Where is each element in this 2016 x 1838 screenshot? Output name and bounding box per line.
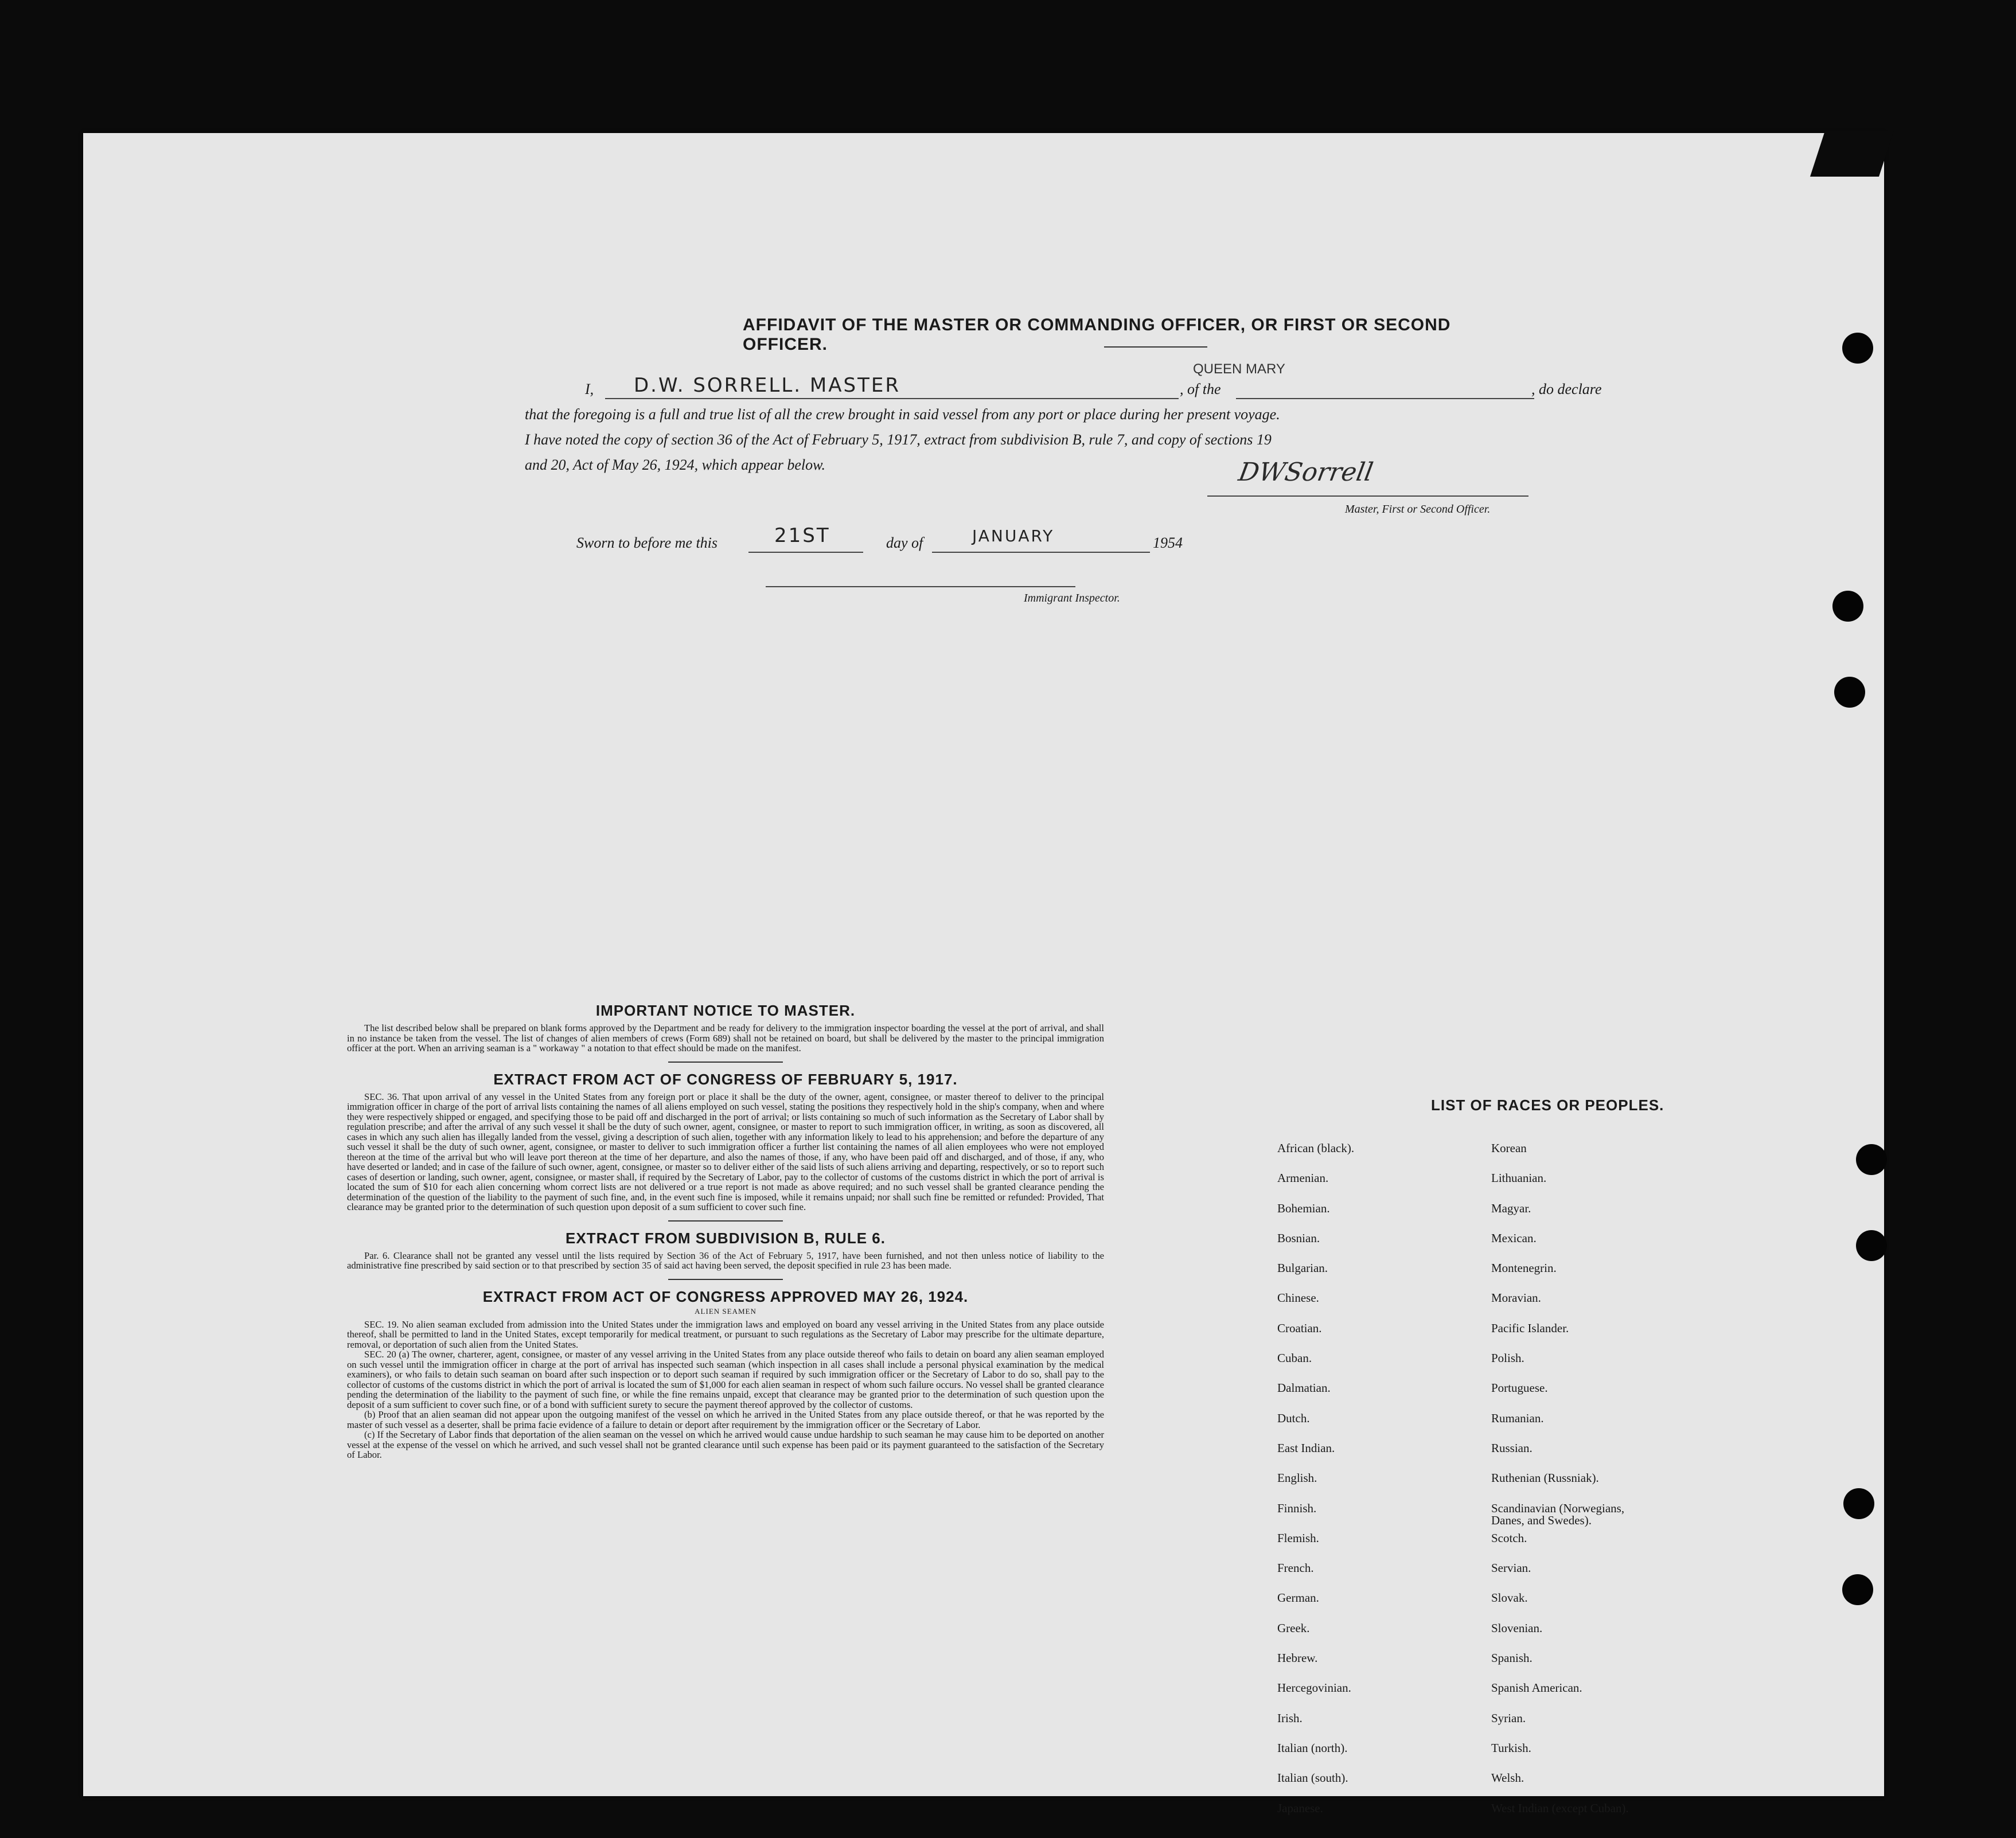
race-item: Pacific Islander. <box>1491 1321 1569 1335</box>
sworn-day: 21ST <box>774 524 830 547</box>
race-item: Armenian. <box>1277 1171 1329 1185</box>
race-item: Bosnian. <box>1277 1231 1320 1245</box>
race-item: Rumanian. <box>1491 1411 1544 1425</box>
sworn-year: 1954 <box>1153 534 1183 551</box>
officer-name-handwritten: D.W. SORRELL. MASTER <box>634 374 900 397</box>
race-item: Irish. <box>1277 1711 1303 1725</box>
race-item: German. <box>1277 1591 1319 1605</box>
signature-line <box>1207 495 1528 497</box>
punch-hole <box>1856 1144 1887 1175</box>
race-item: Welsh. <box>1491 1771 1524 1785</box>
punch-hole <box>1843 1488 1874 1519</box>
sworn-month: JANUARY <box>972 526 1055 545</box>
vessel-name: QUEEN MARY <box>1193 361 1285 377</box>
month-blank <box>932 552 1150 553</box>
race-item: Ruthenian (Russniak). <box>1491 1471 1599 1485</box>
race-item: Spanish American. <box>1491 1681 1582 1695</box>
race-item: Scotch. <box>1491 1531 1527 1545</box>
affidavit-line-3: I have noted the copy of section 36 of the Act of February 5, 1917, extract from subdivision B, rule 7, and copy of sections 19 <box>525 431 1272 448</box>
race-item: English. <box>1277 1471 1317 1485</box>
name-blank <box>605 398 1179 399</box>
punch-hole <box>1856 1230 1887 1261</box>
punch-hole <box>1832 591 1863 622</box>
race-item: Bohemian. <box>1277 1201 1330 1215</box>
race-item: Chinese. <box>1277 1291 1319 1305</box>
sworn-prefix: Sworn to before me this <box>576 534 718 551</box>
race-item: Cuban. <box>1277 1351 1312 1365</box>
day-of-text: day of <box>886 534 923 551</box>
vessel-blank <box>1236 398 1534 399</box>
notice-title: IMPORTANT NOTICE TO MASTER. <box>595 1002 856 1019</box>
notice-text: The list described below shall be prepared on blank forms approved by the Department and be ready for delivery to the immigration inspector boarding the vessel at the port of arrival, and shall in no instance be taken from the vessel. The list of changes of alien members of crews (Form 689) shall not be retained on board, but shall be delivered by the master to the principal immigration officer at the port. When an arriving seaman is a " workaway " a notation to that effect should be made on the manifest. <box>347 1023 1104 1053</box>
race-item: Dalmatian. <box>1277 1381 1331 1395</box>
race-item: Finnish. <box>1277 1501 1317 1515</box>
section-divider <box>668 1220 783 1222</box>
inspector-signature-line <box>766 586 1075 587</box>
section-divider <box>668 1062 783 1063</box>
race-item: Dutch. <box>1277 1411 1310 1425</box>
race-item: Lithuanian. <box>1491 1171 1547 1185</box>
extract-1917-title: EXTRACT FROM ACT OF CONGRESS OF FEBRUARY 5, 1917. <box>493 1070 958 1088</box>
race-item: African (black). <box>1277 1141 1355 1155</box>
race-item: Spanish. <box>1491 1651 1533 1665</box>
race-item: Turkish. <box>1491 1741 1531 1755</box>
sec-20c-paragraph: (c) If the Secretary of Labor finds that deportation of the alien seaman on the vessel on which he arrived would cause undue hardship to such seaman he may cause him to be deported on another vessel at the expense of the vessel on which he arrived, and such vessel shall not be granted clearance until such expense has been paid or its payment guaranteed to the satisfaction of the Secretary of Labor. <box>347 1429 1104 1460</box>
sec-19-paragraph: SEC. 19. No alien seaman excluded from admission into the United States under the immigration laws and employed on board any vessel arriving in the United States from any place outside thereof, shall be permitted to land in the United States, except temporarily for medical treatment, or pursuant to such regulations as the Secretary of Labor may prescribe for the ultimate departure, removal, or deportation of such alien from the United States. <box>347 1318 1104 1350</box>
race-item: Russian. <box>1491 1441 1533 1455</box>
race-item: East Indian. <box>1277 1441 1335 1455</box>
race-item: Bulgarian. <box>1277 1261 1328 1275</box>
race-item: Croatian. <box>1277 1321 1322 1335</box>
of-the-text: , of the <box>1180 381 1221 397</box>
race-item: Moravian. <box>1491 1291 1541 1305</box>
race-item: Mexican. <box>1491 1231 1537 1245</box>
sec-20b-paragraph: (b) Proof that an alien seaman did not appear upon the outgoing manifest of the vessel on which he arrived in the United States from any place outside thereof, or that he was reported by the master of such vessel as a deserter, shall be prima facie evidence of a failure to detain or deport after requirement by the immigration officer or the Secretary of Labor. <box>347 1409 1104 1430</box>
race-item: Korean <box>1491 1141 1527 1155</box>
notice-to-master <box>347 1002 1104 1460</box>
affidavit-line-2: that the foregoing is a full and true list of all the crew brought in said vessel from any port or place during her present voyage. <box>525 406 1280 423</box>
races-title: LIST OF RACES OR PEOPLES. <box>1431 1096 1664 1114</box>
alien-seamen-subtitle: ALIEN SEAMEN <box>695 1306 757 1316</box>
section-divider <box>668 1279 783 1280</box>
master-signature: DWSorrell <box>1236 458 1375 487</box>
title-underline <box>1104 346 1207 348</box>
race-item: Slovenian. <box>1491 1621 1543 1635</box>
document-page <box>83 133 1884 1815</box>
extract-1924-title: EXTRACT FROM ACT OF CONGRESS APPROVED MAY 26, 1924. <box>482 1287 969 1305</box>
race-item: Scandinavian (Norwegians, Danes, and Swedes). <box>1491 1501 1625 1527</box>
inspector-caption: Immigrant Inspector. <box>1024 592 1120 604</box>
affidavit-i: I, <box>585 381 594 397</box>
race-item: Slovak. <box>1491 1591 1528 1605</box>
day-blank <box>748 552 863 553</box>
race-item: Polish. <box>1491 1351 1524 1365</box>
affidavit-line-4: and 20, Act of May 26, 1924, which appear below. <box>525 456 826 473</box>
race-item: Japanese. <box>1277 1801 1323 1815</box>
do-declare-text: , do declare <box>1531 381 1602 397</box>
races-left-column <box>1277 1142 1354 1832</box>
affidavit-title: AFFIDAVIT OF THE MASTER OR COMMANDING OFFICER, OR FIRST OR SECOND OFFICER. <box>743 315 1451 354</box>
race-item: Portuguese. <box>1491 1381 1548 1395</box>
race-item: West Indian (except Cuban). <box>1491 1801 1629 1815</box>
race-item: Montenegrin. <box>1491 1261 1557 1275</box>
race-item: Italian (south). <box>1277 1771 1348 1785</box>
punch-hole <box>1842 333 1873 364</box>
punch-hole <box>1842 1574 1873 1605</box>
race-item: Servian. <box>1491 1561 1531 1575</box>
race-item: Italian (north). <box>1277 1741 1348 1755</box>
race-item: Magyar. <box>1491 1201 1531 1215</box>
races-right-column <box>1491 1142 1629 1832</box>
race-item: Flemish. <box>1277 1531 1319 1545</box>
sec-20a-paragraph: SEC. 20 (a) The owner, charterer, agent, consignee, or master of any vessel arriving in the United States from any place outside thereof who fails to detain on board any alien seaman employed on such vessel until the immigration officer in charge at the port of arrival has inspected such seaman (which inspection in all cases shall include a personal physical examination by the medical examiners), or who fails to detain such seaman on board after such inspection or to deport such seaman if required by such immigration officer or the Secretary of Labor to do so, shall pay to the collector of customs of the customs district in which the port of arrival is located the sum of $1,000 for each alien seaman in respect of whom such failure occurs. No vessel shall be granted clearance pending the determination of the liability to the payment of such fine, or while the fine remains unpaid, except that clearance may be granted prior to the determination of such question upon the deposit of a sum sufficient to cover such fine, or of a bond with sufficient surety to secure the payment thereof approved by the collector of customs. <box>347 1349 1104 1410</box>
extract-rule6-title: EXTRACT FROM SUBDIVISION B, RULE 6. <box>566 1229 886 1247</box>
race-item: Hercegovinian. <box>1277 1681 1351 1695</box>
race-item: Greek. <box>1277 1621 1310 1635</box>
signature-caption: Master, First or Second Officer. <box>1345 503 1491 516</box>
race-item: Syrian. <box>1491 1711 1526 1725</box>
extract-rule6-text: Par. 6. Clearance shall not be granted any vessel until the lists required by Section 36 of the Act of February 5, 1917, have been furnished, and not then unless notice of liability to the administrative fine prescribed by said section or to that prescribed by section 35 of said act having been served, the deposit specified in rule 23 has been made. <box>347 1250 1104 1271</box>
extract-1917-text: SEC. 36. That upon arrival of any vessel in the United States from any foreign port or place it shall be the duty of the owner, agent, consignee, or master thereof to deliver to the principal immigration officer in charge of the port of arrival lists containing the names of all aliens employed on such vessel, stating the positions they respectively hold in the ship's company, when and where they were respectively shipped or engaged, and specifying those to be paid off and discharged in the port of arrival; or lists containing so much of such information as the Secretary of Labor shall by regulation prescribe; and after the arrival of any such vessel it shall be the duty of such owner, agent, consignee, or master to report to such immigration officer, in writing, as soon as discovered, all cases in which any such alien has illegally landed from the vessel, giving a description of such alien, together with any information likely to lead to his apprehension; and before the departure of any such vessel it shall be the duty of such owner, agent, consignee, or master to deliver to such immigration officer a further list containing the names of all alien employees who were not employed thereon at the time of the arrival but who will leave port thereon at the time of her departure, and also the names of those, if any, who have been paid off and discharged, and of those, if any, who have deserted or landed; and in case of the failure of such owner, agent, consignee, or master so to deliver either of the said lists of such aliens arriving and departing, respectively, or so to report such cases of desertion or landing, such owner, agent, consignee, or master shall, if required by the Secretary of Labor, pay to the collector of customs of the customs district in which the port of arrival is located the sum of $10 for each alien concerning whom correct lists are not delivered or a true report is not made as above required; and no such vessel shall be granted clearance pending the determination of the question of the liability to the payment of such fine, and, in the event such fine is imposed, while it remains unpaid; nor shall such fine be remitted or refunded: Provided, That clearance may be granted prior to the determination of such question upon deposit of a sum sufficient to cover such fine. <box>347 1091 1104 1212</box>
race-item: French. <box>1277 1561 1314 1575</box>
race-item: Hebrew. <box>1277 1651 1318 1665</box>
punch-hole <box>1834 677 1865 708</box>
